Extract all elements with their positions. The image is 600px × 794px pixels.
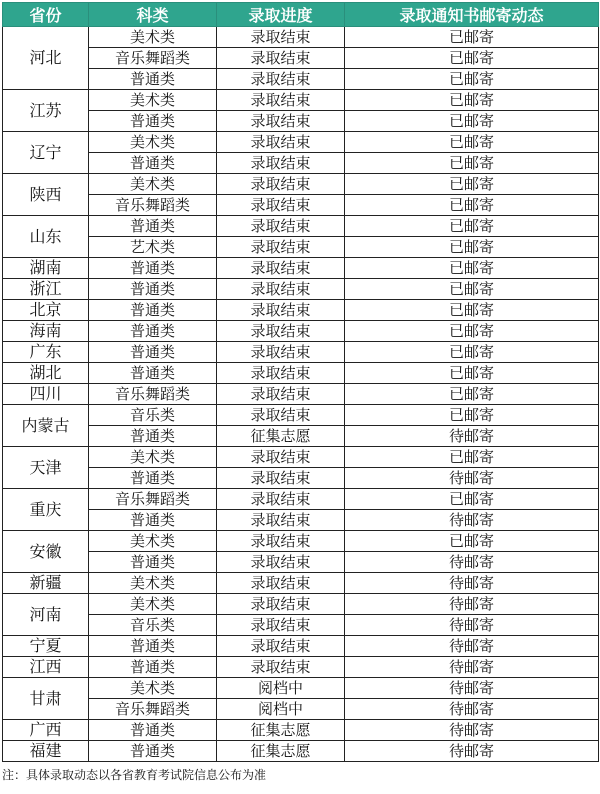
province-cell: 江苏 — [3, 90, 89, 132]
category-cell: 普通类 — [89, 258, 217, 279]
progress-cell: 录取结束 — [217, 300, 345, 321]
table-row — [3, 195, 599, 216]
progress-cell: 录取结束 — [217, 111, 345, 132]
mail-status-cell: 已邮寄 — [345, 531, 599, 552]
province-cell: 天津 — [3, 447, 89, 489]
mail-status-cell: 已邮寄 — [345, 321, 599, 342]
table-row — [3, 384, 599, 405]
table-row — [3, 489, 599, 510]
table-header-row — [3, 3, 599, 27]
progress-cell: 录取结束 — [217, 153, 345, 174]
mail-status-cell: 已邮寄 — [345, 237, 599, 258]
mail-status-cell: 已邮寄 — [345, 342, 599, 363]
table-row — [3, 90, 599, 111]
admission-table — [2, 2, 599, 762]
progress-cell: 录取结束 — [217, 384, 345, 405]
progress-cell: 录取结束 — [217, 447, 345, 468]
category-cell: 普通类 — [89, 69, 217, 90]
progress-cell: 录取结束 — [217, 657, 345, 678]
category-cell: 普通类 — [89, 657, 217, 678]
category-cell: 普通类 — [89, 216, 217, 237]
table-row — [3, 468, 599, 489]
admission-status-sheet — [2, 2, 598, 762]
province-cell: 广东 — [3, 342, 89, 363]
mail-status-cell: 待邮寄 — [345, 426, 599, 447]
table-row — [3, 573, 599, 594]
mail-status-cell: 已邮寄 — [345, 111, 599, 132]
category-cell: 艺术类 — [89, 237, 217, 258]
table-row — [3, 531, 599, 552]
progress-cell: 录取结束 — [217, 195, 345, 216]
mail-status-cell: 待邮寄 — [345, 615, 599, 636]
province-cell: 山东 — [3, 216, 89, 258]
category-cell: 美术类 — [89, 678, 217, 699]
table-row — [3, 342, 599, 363]
table-row — [3, 405, 599, 426]
mail-status-cell: 待邮寄 — [345, 552, 599, 573]
table-row — [3, 426, 599, 447]
table-row — [3, 699, 599, 720]
category-cell: 普通类 — [89, 741, 217, 762]
mail-status-cell: 待邮寄 — [345, 699, 599, 720]
table-row — [3, 237, 599, 258]
progress-cell: 录取结束 — [217, 468, 345, 489]
category-cell: 普通类 — [89, 279, 217, 300]
mail-status-cell: 已邮寄 — [345, 300, 599, 321]
mail-status-cell: 已邮寄 — [345, 27, 599, 48]
mail-status-cell: 待邮寄 — [345, 678, 599, 699]
mail-status-cell: 已邮寄 — [345, 174, 599, 195]
province-cell: 江西 — [3, 657, 89, 678]
mail-status-cell: 待邮寄 — [345, 720, 599, 741]
category-cell: 普通类 — [89, 426, 217, 447]
province-cell: 湖北 — [3, 363, 89, 384]
progress-cell: 录取结束 — [217, 615, 345, 636]
progress-cell: 录取结束 — [217, 531, 345, 552]
table-row — [3, 153, 599, 174]
mail-status-cell: 已邮寄 — [345, 48, 599, 69]
progress-cell: 录取结束 — [217, 258, 345, 279]
table-row — [3, 741, 599, 762]
progress-cell: 阅档中 — [217, 699, 345, 720]
category-cell: 美术类 — [89, 132, 217, 153]
category-cell: 普通类 — [89, 552, 217, 573]
table-row — [3, 27, 599, 48]
mail-status-cell: 已邮寄 — [345, 90, 599, 111]
mail-status-cell: 待邮寄 — [345, 510, 599, 531]
category-cell: 普通类 — [89, 636, 217, 657]
category-cell: 音乐舞蹈类 — [89, 699, 217, 720]
province-cell: 内蒙古 — [3, 405, 89, 447]
table-row — [3, 48, 599, 69]
table-row — [3, 216, 599, 237]
table-row — [3, 636, 599, 657]
province-cell: 安徽 — [3, 531, 89, 573]
progress-cell: 录取结束 — [217, 342, 345, 363]
province-cell: 北京 — [3, 300, 89, 321]
category-cell: 普通类 — [89, 468, 217, 489]
progress-cell: 征集志愿 — [217, 720, 345, 741]
progress-cell: 录取结束 — [217, 405, 345, 426]
category-cell: 普通类 — [89, 300, 217, 321]
footnote: 注：具体录取动态以各省教育考试院信息公布为准 — [2, 768, 267, 782]
mail-status-cell: 待邮寄 — [345, 636, 599, 657]
province-cell: 陕西 — [3, 174, 89, 216]
mail-status-cell: 待邮寄 — [345, 573, 599, 594]
category-cell: 普通类 — [89, 111, 217, 132]
category-cell: 美术类 — [89, 174, 217, 195]
category-cell: 普通类 — [89, 720, 217, 741]
table-row — [3, 174, 599, 195]
category-cell: 美术类 — [89, 594, 217, 615]
header-progress: 录取进度 — [217, 3, 345, 27]
table-row — [3, 720, 599, 741]
mail-status-cell: 待邮寄 — [345, 741, 599, 762]
header-province: 省份 — [3, 3, 89, 27]
mail-status-cell: 已邮寄 — [345, 69, 599, 90]
province-cell: 甘肃 — [3, 678, 89, 720]
mail-status-cell: 待邮寄 — [345, 657, 599, 678]
category-cell: 音乐类 — [89, 615, 217, 636]
mail-status-cell: 已邮寄 — [345, 195, 599, 216]
province-cell: 四川 — [3, 384, 89, 405]
category-cell: 普通类 — [89, 321, 217, 342]
province-cell: 河南 — [3, 594, 89, 636]
table-row — [3, 363, 599, 384]
province-cell: 河北 — [3, 27, 89, 90]
category-cell: 美术类 — [89, 531, 217, 552]
mail-status-cell: 已邮寄 — [345, 447, 599, 468]
category-cell: 普通类 — [89, 153, 217, 174]
province-cell: 广西 — [3, 720, 89, 741]
mail-status-cell: 待邮寄 — [345, 594, 599, 615]
table-row — [3, 615, 599, 636]
table-row — [3, 321, 599, 342]
category-cell: 普通类 — [89, 363, 217, 384]
table-row — [3, 111, 599, 132]
progress-cell: 录取结束 — [217, 90, 345, 111]
table-row — [3, 552, 599, 573]
province-cell: 宁夏 — [3, 636, 89, 657]
mail-status-cell: 已邮寄 — [345, 489, 599, 510]
table-row — [3, 510, 599, 531]
category-cell: 音乐类 — [89, 405, 217, 426]
province-cell: 辽宁 — [3, 132, 89, 174]
progress-cell: 录取结束 — [217, 132, 345, 153]
table-row — [3, 594, 599, 615]
category-cell: 美术类 — [89, 447, 217, 468]
mail-status-cell: 待邮寄 — [345, 468, 599, 489]
table-body — [3, 27, 599, 762]
table-row — [3, 657, 599, 678]
province-cell: 海南 — [3, 321, 89, 342]
mail-status-cell: 已邮寄 — [345, 405, 599, 426]
mail-status-cell: 已邮寄 — [345, 153, 599, 174]
province-cell: 浙江 — [3, 279, 89, 300]
province-cell: 福建 — [3, 741, 89, 762]
province-cell: 湖南 — [3, 258, 89, 279]
table-row — [3, 69, 599, 90]
progress-cell: 录取结束 — [217, 27, 345, 48]
category-cell: 美术类 — [89, 573, 217, 594]
table-row — [3, 300, 599, 321]
table-row — [3, 279, 599, 300]
progress-cell: 录取结束 — [217, 363, 345, 384]
table-row — [3, 447, 599, 468]
header-mail-status: 录取通知书邮寄动态 — [345, 3, 599, 27]
category-cell: 美术类 — [89, 90, 217, 111]
mail-status-cell: 已邮寄 — [345, 132, 599, 153]
mail-status-cell: 已邮寄 — [345, 363, 599, 384]
progress-cell: 录取结束 — [217, 489, 345, 510]
progress-cell: 录取结束 — [217, 48, 345, 69]
table-row — [3, 678, 599, 699]
progress-cell: 录取结束 — [217, 321, 345, 342]
progress-cell: 录取结束 — [217, 573, 345, 594]
category-cell: 音乐舞蹈类 — [89, 195, 217, 216]
header-category: 科类 — [89, 3, 217, 27]
progress-cell: 阅档中 — [217, 678, 345, 699]
mail-status-cell: 已邮寄 — [345, 216, 599, 237]
progress-cell: 录取结束 — [217, 552, 345, 573]
progress-cell: 录取结束 — [217, 237, 345, 258]
category-cell: 普通类 — [89, 342, 217, 363]
mail-status-cell: 已邮寄 — [345, 279, 599, 300]
category-cell: 音乐舞蹈类 — [89, 489, 217, 510]
category-cell: 音乐舞蹈类 — [89, 48, 217, 69]
table-row — [3, 258, 599, 279]
province-cell: 重庆 — [3, 489, 89, 531]
mail-status-cell: 已邮寄 — [345, 258, 599, 279]
progress-cell: 录取结束 — [217, 69, 345, 90]
province-cell: 新疆 — [3, 573, 89, 594]
progress-cell: 录取结束 — [217, 216, 345, 237]
mail-status-cell: 已邮寄 — [345, 384, 599, 405]
progress-cell: 征集志愿 — [217, 741, 345, 762]
table-row — [3, 132, 599, 153]
progress-cell: 录取结束 — [217, 174, 345, 195]
progress-cell: 录取结束 — [217, 636, 345, 657]
progress-cell: 征集志愿 — [217, 426, 345, 447]
category-cell: 普通类 — [89, 510, 217, 531]
progress-cell: 录取结束 — [217, 510, 345, 531]
category-cell: 美术类 — [89, 27, 217, 48]
progress-cell: 录取结束 — [217, 594, 345, 615]
progress-cell: 录取结束 — [217, 279, 345, 300]
category-cell: 音乐舞蹈类 — [89, 384, 217, 405]
